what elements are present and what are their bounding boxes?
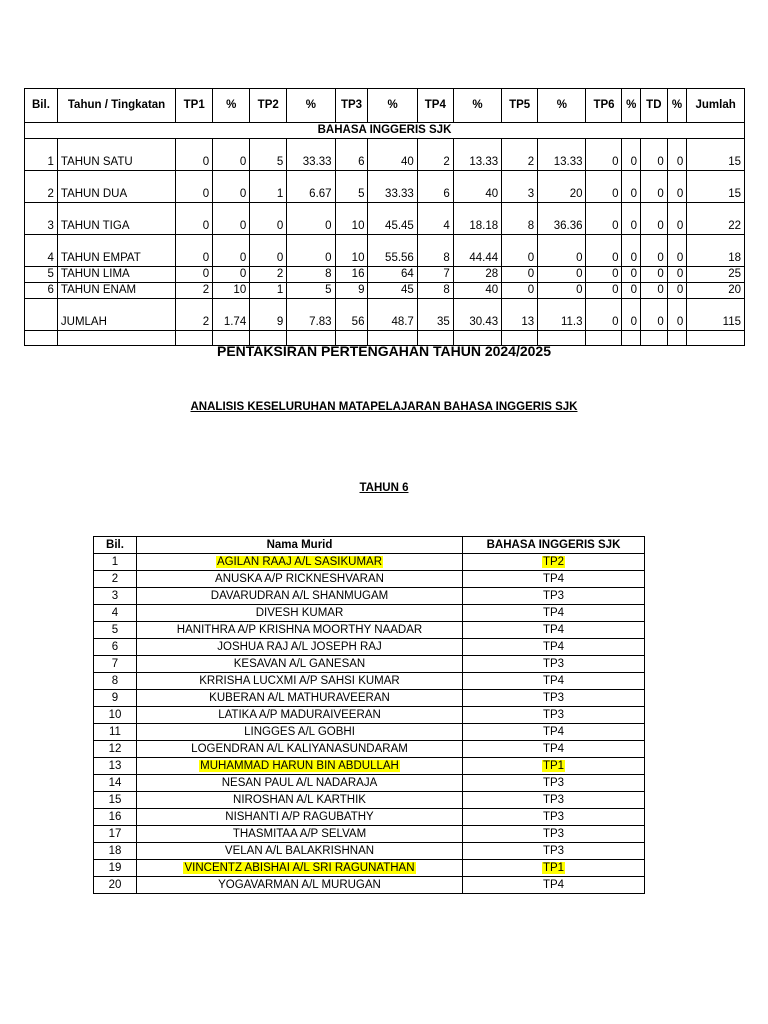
student-tp: TP4 xyxy=(542,623,565,636)
summary-row xyxy=(25,235,745,267)
student-name: DAVARUDRAN A/L SHANMUGAM xyxy=(210,589,389,602)
summary-cell-tp2: 9 xyxy=(250,299,287,331)
student-body xyxy=(94,554,645,894)
summary-cell-tp2-pct: 0 xyxy=(287,203,335,235)
summary-row xyxy=(25,203,745,235)
summary-cell-tahun: TAHUN SATU xyxy=(57,139,175,171)
summary-cell-tahun: TAHUN ENAM xyxy=(57,283,175,299)
student-tp-cell xyxy=(463,826,645,843)
summary-cell-jumlah: 15 xyxy=(687,139,745,171)
student-tp: TP4 xyxy=(542,674,565,687)
student-row xyxy=(94,809,645,826)
summary-cell-tp4: 4 xyxy=(417,203,453,235)
summary-cell-tp1-pct: 0 xyxy=(213,171,250,203)
student-tp-cell xyxy=(463,622,645,639)
summary-cell-tp4: 6 xyxy=(417,171,453,203)
summary-cell-tp4-pct: 18.18 xyxy=(453,203,501,235)
summary-cell-tp5: 0 xyxy=(502,235,538,267)
summary-cell-tp4-pct: 40 xyxy=(453,283,501,299)
student-name: YOGAVARMAN A/L MURUGAN xyxy=(218,878,381,891)
summary-cell-tp1-pct: 0 xyxy=(213,203,250,235)
summary-cell-bil: 2 xyxy=(25,171,58,203)
summary-cell-tahun: TAHUN EMPAT xyxy=(57,235,175,267)
student-row xyxy=(94,673,645,690)
student-row xyxy=(94,792,645,809)
student-row xyxy=(94,775,645,792)
summary-cell-td-pct: 0 xyxy=(667,235,687,267)
summary-cell-td: 0 xyxy=(640,203,667,235)
analysis-subtitle: ANALISIS KESELURUHAN MATAPELAJARAN BAHASA INGGERIS SJK xyxy=(190,401,578,413)
student-tp-cell xyxy=(463,758,645,775)
student-bil: 9 xyxy=(94,690,137,707)
summary-header-td-pct: % xyxy=(667,89,687,123)
summary-cell-jumlah: 25 xyxy=(687,267,745,283)
summary-cell-tp2: 0 xyxy=(250,235,287,267)
student-name-cell xyxy=(137,826,463,843)
summary-cell-tp1-pct: 0 xyxy=(213,267,250,283)
student-tp: TP3 xyxy=(542,793,565,806)
student-bil: 3 xyxy=(94,588,137,605)
summary-cell-tp5: 3 xyxy=(502,171,538,203)
student-row xyxy=(94,707,645,724)
student-bil: 15 xyxy=(94,792,137,809)
student-tp: TP3 xyxy=(542,844,565,857)
summary-cell-tp6-pct: 0 xyxy=(622,139,641,171)
student-name-cell xyxy=(137,860,463,877)
student-tp-cell xyxy=(463,792,645,809)
summary-cell-tp2: 0 xyxy=(250,203,287,235)
student-name-cell xyxy=(137,724,463,741)
summary-header-tp4: TP4 xyxy=(417,89,453,123)
student-tp-cell xyxy=(463,741,645,758)
summary-cell-jumlah: 15 xyxy=(687,171,745,203)
student-name: NISHANTI A/P RAGUBATHY xyxy=(225,810,374,823)
student-row xyxy=(94,826,645,843)
summary-cell-tp5-pct: 20 xyxy=(538,171,586,203)
summary-cell-tp4-pct: 40 xyxy=(453,171,501,203)
student-table xyxy=(93,536,645,894)
student-row xyxy=(94,639,645,656)
student-name-cell xyxy=(137,571,463,588)
student-name-cell xyxy=(137,877,463,894)
student-bil: 14 xyxy=(94,775,137,792)
summary-cell-tp5-pct: 0 xyxy=(538,267,586,283)
student-bil: 7 xyxy=(94,656,137,673)
summary-cell-tp1: 2 xyxy=(176,283,213,299)
student-row xyxy=(94,741,645,758)
summary-cell-bil: 3 xyxy=(25,203,58,235)
student-name-cell xyxy=(137,707,463,724)
student-name-cell xyxy=(137,843,463,860)
student-row xyxy=(94,605,645,622)
student-name: THASMITAA A/P SELVAM xyxy=(232,827,367,840)
summary-cell-tp3: 6 xyxy=(335,139,368,171)
summary-cell-tp6-pct: 0 xyxy=(622,299,641,331)
student-row xyxy=(94,843,645,860)
summary-cell-tp6: 0 xyxy=(586,267,622,283)
student-tp: TP3 xyxy=(542,657,565,670)
summary-header-tahun: Tahun / Tingkatan xyxy=(57,89,175,123)
summary-cell-jumlah: 20 xyxy=(687,283,745,299)
summary-cell-tp3-pct: 45 xyxy=(368,283,417,299)
summary-cell-tp5: 13 xyxy=(502,299,538,331)
summary-cell-td: 0 xyxy=(640,299,667,331)
student-row xyxy=(94,554,645,571)
student-name: AGILAN RAAJ A/L SASIKUMAR xyxy=(216,555,383,568)
student-row xyxy=(94,622,645,639)
student-name-cell xyxy=(137,554,463,571)
summary-cell-tp4: 35 xyxy=(417,299,453,331)
student-name: JOSHUA RAJ A/L JOSEPH RAJ xyxy=(217,640,382,653)
summary-cell-tp6: 0 xyxy=(586,203,622,235)
summary-cell-td-pct: 0 xyxy=(667,283,687,299)
student-row xyxy=(94,758,645,775)
summary-cell-td-pct: 0 xyxy=(667,299,687,331)
student-tp: TP4 xyxy=(542,878,565,891)
summary-cell-jumlah: 18 xyxy=(687,235,745,267)
student-tp: TP4 xyxy=(542,725,565,738)
student-name-cell xyxy=(137,639,463,656)
student-name: LINGGES A/L GOBHI xyxy=(244,725,355,738)
summary-cell-tp3-pct: 33.33 xyxy=(368,171,417,203)
student-tp: TP3 xyxy=(542,827,565,840)
summary-cell-tp3-pct: 48.7 xyxy=(368,299,417,331)
summary-cell-tp6-pct: 0 xyxy=(622,203,641,235)
summary-cell-bil xyxy=(25,299,58,331)
student-name: VELAN A/L BALAKRISHNAN xyxy=(224,844,375,857)
summary-cell-tp1-pct: 0 xyxy=(213,235,250,267)
student-tp: TP2 xyxy=(542,555,565,568)
summary-cell-tp1-pct: 0 xyxy=(213,139,250,171)
summary-header-bil: Bil. xyxy=(25,89,58,123)
summary-cell-tp3: 10 xyxy=(335,235,368,267)
summary-cell-tp5-pct: 13.33 xyxy=(538,139,586,171)
summary-header-tp4-pct: % xyxy=(453,89,501,123)
summary-cell-tp6: 0 xyxy=(586,139,622,171)
summary-row xyxy=(25,139,745,171)
summary-cell-bil: 4 xyxy=(25,235,58,267)
summary-header-tp5-pct: % xyxy=(538,89,586,123)
student-bil: 17 xyxy=(94,826,137,843)
student-bil: 10 xyxy=(94,707,137,724)
summary-cell-tp1: 0 xyxy=(176,235,213,267)
student-row xyxy=(94,724,645,741)
student-tp: TP1 xyxy=(542,759,565,772)
student-bil: 20 xyxy=(94,877,137,894)
student-name: KESAVAN A/L GANESAN xyxy=(233,657,366,670)
summary-cell-tp4-pct: 28 xyxy=(453,267,501,283)
student-bil: 18 xyxy=(94,843,137,860)
summary-header-tp1: TP1 xyxy=(176,89,213,123)
student-name-cell xyxy=(137,656,463,673)
summary-cell-tp2-pct: 0 xyxy=(287,235,335,267)
summary-cell-tp6-pct: 0 xyxy=(622,267,641,283)
summary-cell-tp6: 0 xyxy=(586,171,622,203)
summary-cell-tp1-pct: 1.74 xyxy=(213,299,250,331)
summary-cell-tp6: 0 xyxy=(586,235,622,267)
student-bil: 4 xyxy=(94,605,137,622)
student-name: VINCENTZ ABISHAI A/L SRI RAGUNATHAN xyxy=(184,861,415,874)
summary-cell-tp2: 1 xyxy=(250,283,287,299)
summary-cell-tp2-pct: 33.33 xyxy=(287,139,335,171)
summary-cell-tp2: 5 xyxy=(250,139,287,171)
summary-cell-tp6: 0 xyxy=(586,283,622,299)
summary-cell-tp3-pct: 40 xyxy=(368,139,417,171)
summary-header-tp6: TP6 xyxy=(586,89,622,123)
summary-cell-tp3: 16 xyxy=(335,267,368,283)
student-header-name: Nama Murid xyxy=(137,537,463,554)
summary-cell-td: 0 xyxy=(640,139,667,171)
summary-table xyxy=(24,88,745,346)
summary-header-td: TD xyxy=(640,89,667,123)
student-tp-cell xyxy=(463,775,645,792)
student-name-cell xyxy=(137,690,463,707)
summary-cell-tp5-pct: 0 xyxy=(538,283,586,299)
summary-header-tp5: TP5 xyxy=(502,89,538,123)
student-name: NIROSHAN A/L KARTHIK xyxy=(233,793,366,806)
summary-cell-tp2: 1 xyxy=(250,171,287,203)
summary-header-tp2-pct: % xyxy=(287,89,335,123)
summary-cell-tp3: 5 xyxy=(335,171,368,203)
summary-cell-td-pct: 0 xyxy=(667,139,687,171)
student-name: NESAN PAUL A/L NADARAJA xyxy=(221,776,378,789)
summary-cell-tp2-pct: 6.67 xyxy=(287,171,335,203)
summary-row xyxy=(25,171,745,203)
summary-cell-bil: 6 xyxy=(25,283,58,299)
summary-cell-tahun: TAHUN LIMA xyxy=(57,267,175,283)
summary-row xyxy=(25,267,745,283)
student-tp-cell xyxy=(463,639,645,656)
student-bil: 13 xyxy=(94,758,137,775)
student-name: MUHAMMAD HARUN BIN ABDULLAH xyxy=(200,759,399,772)
summary-header-tp2: TP2 xyxy=(250,89,287,123)
summary-cell-tp1: 0 xyxy=(176,139,213,171)
summary-cell-tp5: 8 xyxy=(502,203,538,235)
student-name: LATIKA A/P MADURAIVEERAN xyxy=(218,708,381,721)
summary-header-tp3: TP3 xyxy=(335,89,368,123)
summary-cell-tp3-pct: 64 xyxy=(368,267,417,283)
student-row xyxy=(94,860,645,877)
student-name-cell xyxy=(137,758,463,775)
student-tp-cell xyxy=(463,605,645,622)
student-header-bil: Bil. xyxy=(94,537,137,554)
student-name-cell xyxy=(137,792,463,809)
student-bil: 1 xyxy=(94,554,137,571)
student-row xyxy=(94,571,645,588)
summary-cell-td: 0 xyxy=(640,235,667,267)
student-name-cell xyxy=(137,775,463,792)
student-tp-cell xyxy=(463,656,645,673)
summary-cell-jumlah: 115 xyxy=(687,299,745,331)
summary-row xyxy=(25,283,745,299)
student-tp: TP3 xyxy=(542,708,565,721)
student-tp: TP4 xyxy=(542,606,565,619)
summary-cell-tp1: 0 xyxy=(176,203,213,235)
summary-cell-tp2-pct: 5 xyxy=(287,283,335,299)
student-tp-cell xyxy=(463,860,645,877)
student-tp-cell xyxy=(463,571,645,588)
student-bil: 12 xyxy=(94,741,137,758)
student-name-cell xyxy=(137,588,463,605)
summary-cell-tp1-pct: 10 xyxy=(213,283,250,299)
summary-cell-tp5: 0 xyxy=(502,283,538,299)
student-bil: 5 xyxy=(94,622,137,639)
summary-cell-tp4: 7 xyxy=(417,267,453,283)
summary-cell-tp1: 0 xyxy=(176,267,213,283)
summary-cell-tp4-pct: 13.33 xyxy=(453,139,501,171)
student-tp: TP4 xyxy=(542,572,565,585)
summary-cell-tp6-pct: 0 xyxy=(622,235,641,267)
summary-cell-tp4: 2 xyxy=(417,139,453,171)
summary-cell-tp4: 8 xyxy=(417,235,453,267)
student-tp: TP3 xyxy=(542,589,565,602)
student-row xyxy=(94,588,645,605)
student-header-subject: BAHASA INGGERIS SJK xyxy=(463,537,645,554)
student-bil: 6 xyxy=(94,639,137,656)
summary-cell-tp5-pct: 11.3 xyxy=(538,299,586,331)
student-tp-cell xyxy=(463,724,645,741)
summary-cell-td-pct: 0 xyxy=(667,171,687,203)
summary-cell-tp5-pct: 0 xyxy=(538,235,586,267)
summary-cell-tp3-pct: 55.56 xyxy=(368,235,417,267)
summary-cell-tahun: TAHUN TIGA xyxy=(57,203,175,235)
student-tp-cell xyxy=(463,673,645,690)
summary-cell-tp3: 9 xyxy=(335,283,368,299)
student-row xyxy=(94,656,645,673)
summary-cell-td: 0 xyxy=(640,267,667,283)
summary-cell-td-pct: 0 xyxy=(667,203,687,235)
summary-cell-tp2-pct: 7.83 xyxy=(287,299,335,331)
student-name: ANUSKA A/P RICKNESHVARAN xyxy=(215,572,384,585)
student-tp: TP3 xyxy=(542,776,565,789)
student-bil: 2 xyxy=(94,571,137,588)
student-name: DIVESH KUMAR xyxy=(255,606,344,619)
student-bil: 11 xyxy=(94,724,137,741)
student-tp-cell xyxy=(463,809,645,826)
student-bil: 8 xyxy=(94,673,137,690)
summary-cell-tp1: 2 xyxy=(176,299,213,331)
student-tp-cell xyxy=(463,554,645,571)
student-name-cell xyxy=(137,605,463,622)
student-tp-cell xyxy=(463,707,645,724)
summary-header-jumlah: Jumlah xyxy=(687,89,745,123)
summary-cell-tahun: JUMLAH xyxy=(57,299,175,331)
summary-header-tp1-pct: % xyxy=(213,89,250,123)
summary-cell-tp4-pct: 30.43 xyxy=(453,299,501,331)
summary-cell-tp5: 2 xyxy=(502,139,538,171)
summary-cell-tp5: 0 xyxy=(502,267,538,283)
student-tp-cell xyxy=(463,690,645,707)
summary-cell-jumlah: 22 xyxy=(687,203,745,235)
summary-cell-tp6: 0 xyxy=(586,299,622,331)
section-title: BAHASA INGGERIS SJK xyxy=(25,123,745,139)
summary-cell-tahun: TAHUN DUA xyxy=(57,171,175,203)
student-name-cell xyxy=(137,622,463,639)
student-tp: TP4 xyxy=(542,742,565,755)
summary-cell-td: 0 xyxy=(640,283,667,299)
summary-cell-td: 0 xyxy=(640,171,667,203)
student-name: HANITHRA A/P KRISHNA MOORTHY NAADAR xyxy=(176,623,423,636)
summary-cell-tp4: 8 xyxy=(417,283,453,299)
summary-row xyxy=(25,299,745,331)
student-tp-cell xyxy=(463,588,645,605)
summary-cell-tp2-pct: 8 xyxy=(287,267,335,283)
summary-cell-tp3-pct: 45.45 xyxy=(368,203,417,235)
summary-header-tp3-pct: % xyxy=(368,89,417,123)
summary-cell-tp4-pct: 44.44 xyxy=(453,235,501,267)
summary-header-row xyxy=(25,89,745,123)
student-name: KRRISHA LUCXMI A/P SAHSI KUMAR xyxy=(199,674,400,687)
student-bil: 19 xyxy=(94,860,137,877)
student-name: KUBERAN A/L MATHURAVEERAN xyxy=(209,691,390,704)
summary-cell-tp1: 0 xyxy=(176,171,213,203)
summary-cell-bil: 1 xyxy=(25,139,58,171)
student-name-cell xyxy=(137,809,463,826)
student-row xyxy=(94,690,645,707)
student-name: LOGENDRAN A/L KALIYANASUNDARAM xyxy=(191,742,408,755)
student-bil: 16 xyxy=(94,809,137,826)
student-tp: TP3 xyxy=(542,810,565,823)
summary-cell-tp3: 56 xyxy=(335,299,368,331)
summary-cell-td-pct: 0 xyxy=(667,267,687,283)
student-tp: TP1 xyxy=(542,861,565,874)
summary-cell-tp6-pct: 0 xyxy=(622,171,641,203)
student-tp: TP4 xyxy=(542,640,565,653)
summary-header-tp6-pct: % xyxy=(622,89,641,123)
student-row xyxy=(94,877,645,894)
summary-cell-tp5-pct: 36.36 xyxy=(538,203,586,235)
student-tp-cell xyxy=(463,843,645,860)
student-tp-cell xyxy=(463,877,645,894)
page-title: PENTAKSIRAN PERTENGAHAN TAHUN 2024/2025 xyxy=(217,343,551,359)
student-header-row xyxy=(94,537,645,554)
summary-cell-tp3: 10 xyxy=(335,203,368,235)
year-title: TAHUN 6 xyxy=(359,482,409,494)
summary-cell-tp6-pct: 0 xyxy=(622,283,641,299)
student-tp: TP3 xyxy=(542,691,565,704)
student-name-cell xyxy=(137,741,463,758)
student-name-cell xyxy=(137,673,463,690)
summary-cell-bil: 5 xyxy=(25,267,58,283)
summary-body xyxy=(25,123,745,346)
summary-cell-tp2: 2 xyxy=(250,267,287,283)
